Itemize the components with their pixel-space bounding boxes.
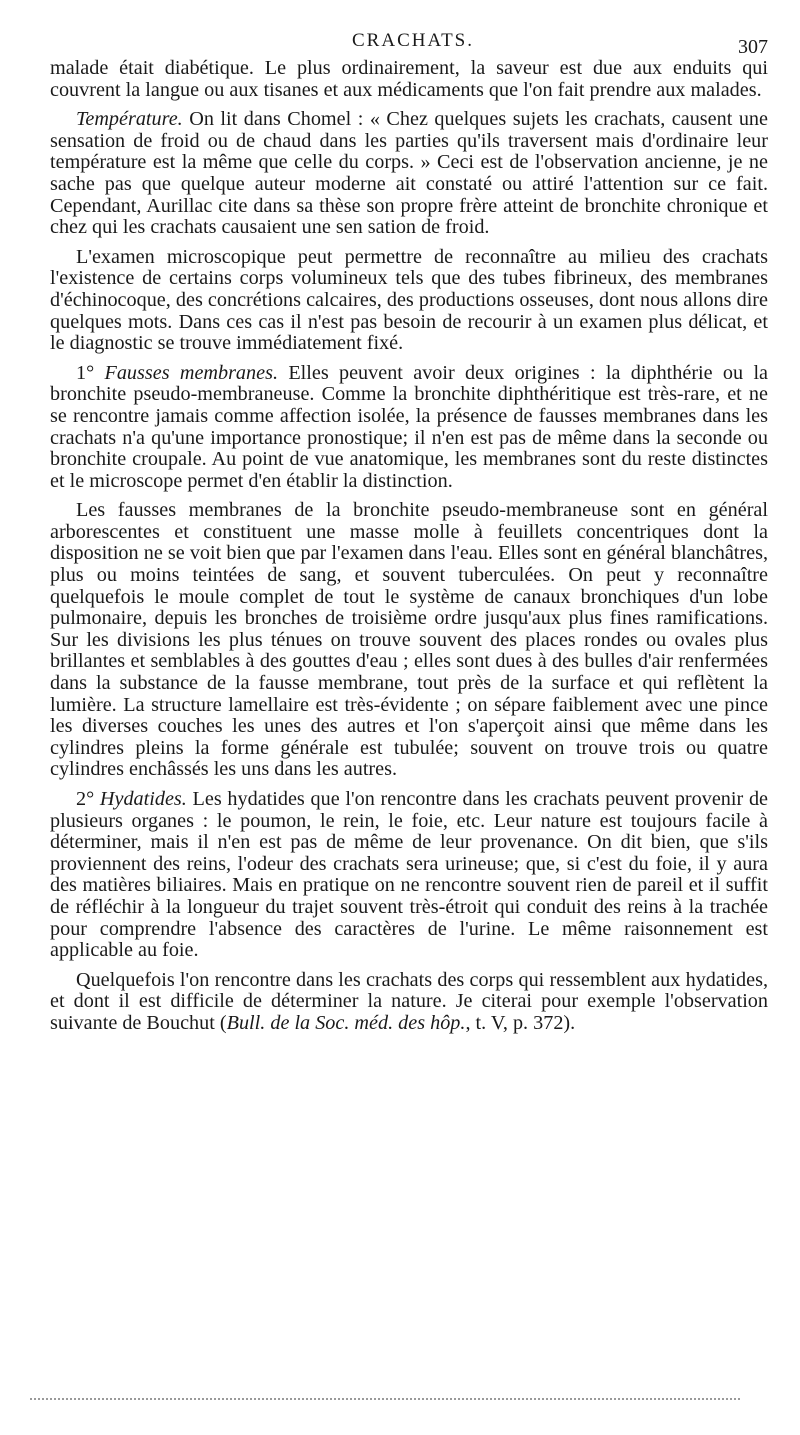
paragraph-text: Elles peuvent avoir deux origines : la diphthérie ou la bronchite pseudo-membraneuse. Comme la bronchite diphthéritique est très-rare, et ne se rencontre jamais comme affection isolée, la présence de fausses membranes dans les crachats n'a qu'une importance pronostique; il n'en est pas de même dans la seconde ou bronchite croupale. Au point de vue anatomique, les membranes sont du reste distinctes et le microscope permet d'en établir la distinction.	[50, 361, 769, 492]
section-number: 1°	[76, 361, 105, 384]
paragraph-text: Les hydatides que l'on rencontre dans les crachats peuvent provenir de plusieurs organes : le poumon, le rein, le foie, etc. Leur nature est toujours facile à déterminer, mais il n'en est pas de même de leur provenance. On dit bien, que s'ils proviennent des reins, l'odeur des crachats sera urineuse; que, si c'est du foie, il y aura des matières biliaires. Mais en pratique on ne rencontre souvent rien de pareil et il suffit de réfléchir à la longueur du trajet souvent très-étroit qui conduit des reins à la trachée pour comprendre l'absence des caractères de l'urine. Le même raisonnement est applicable au foie.	[50, 788, 769, 962]
paragraph-pseudo-membraneuse	[50, 500, 768, 781]
paragraph-hydatides	[50, 789, 768, 962]
paragraph-text-end: , t. V, p. 372).	[465, 1011, 576, 1034]
running-title: CRACHATS.	[352, 30, 474, 51]
paragraph-1	[50, 58, 768, 101]
paragraph-temperature	[50, 109, 768, 239]
footer-divider	[30, 1398, 740, 1404]
paragraph-text: On lit dans Chomel : « Chez quelques sujets les crachats, causent une sensation de froid ou de chaud dans les parties qu'ils traversent mais d'ordinaire leur température est la même que celle du corps. » Ceci est de l'observation ancienne, je ne sache pas que quelque auteur moderne ait constaté ou attiré l'attention sur ce fait. Cependant, Aurillac cite dans sa thèse son propre frère atteint de bronchite chronique et chez qui les crachats causaient une sen sation de froid.	[50, 108, 768, 239]
section-number: 2°	[76, 788, 100, 810]
section-heading-temperature: Température.	[76, 108, 183, 131]
paragraph-fausses-membranes	[50, 363, 768, 493]
paragraph-bouchut	[50, 970, 768, 1035]
paragraph-text: Les fausses membranes de la bronchite pseudo-membraneuse sont en général arborescentes et constituent une masse molle à feuillets concentriques dont la disposition ne se voit bien que par l'examen dans l'eau. Elles sont en général blanchâtres, plus ou moins teintées de sang, et souvent tuberculées. On peut y reconnaître quelquefois le moule complet de tout le système de canaux bronchiques d'un lobe pulmonaire, depuis les bronches de troisième ordre jusqu'aux plus fines ramifications. Sur les divisions les plus ténues on trouve souvent des places rondes ou ovales plus brillantes et semblables à des gouttes d'eau ; elles sont dues à des bulles d'air renfermées dans la substance de la fausse membrane, tout près de la surface et qui reflètent la lumière. La structure lamellaire est très-évidente ; on sépare faiblement avec une pince les diverses couches les unes des autres et l'on s'aperçoit ainsi que même dans les cylindres pleins la forme générale est tubulée; souvent on trouve trois ou quatre cylindres enchâssés les uns dans les autres.	[50, 499, 768, 781]
page-number: 307	[738, 36, 768, 58]
paragraph-text: Quelquefois l'on rencontre dans les crachats des corps qui ressemblent aux hydatides, et dont il est difficile de déterminer la nature. Je citerai pour exemple l'observation suivante de Bouchut (	[50, 968, 768, 1034]
citation-reference: Bull. de la Soc. méd. des hôp.	[226, 1011, 466, 1034]
running-head	[0, 30, 800, 56]
section-heading-hydatides: Hydatides.	[99, 788, 187, 810]
section-heading-fausses-membranes: Fausses membranes.	[104, 361, 278, 384]
paragraph-text: malade était diabétique. Le plus ordinairement, la saveur est due aux enduits qui couvrent la langue ou aux tisanes et aux médicaments que l'on fait prendre aux malades.	[50, 57, 768, 101]
body-text	[50, 58, 768, 1043]
paragraph-microscopic-exam	[50, 247, 768, 355]
paragraph-text: L'examen microscopique peut permettre de reconnaître au milieu des crachats l'existence de certains corps volumineux tels que des tubes fibrineux, des membranes d'échinocoque, des concrétions calcaires, des productions osseuses, dont nous allons dire quelques mots. Dans ces cas il n'est pas besoin de recourir à un examen plus délicat, et le diagnostic se trouve immédiatement fixé.	[50, 245, 768, 355]
